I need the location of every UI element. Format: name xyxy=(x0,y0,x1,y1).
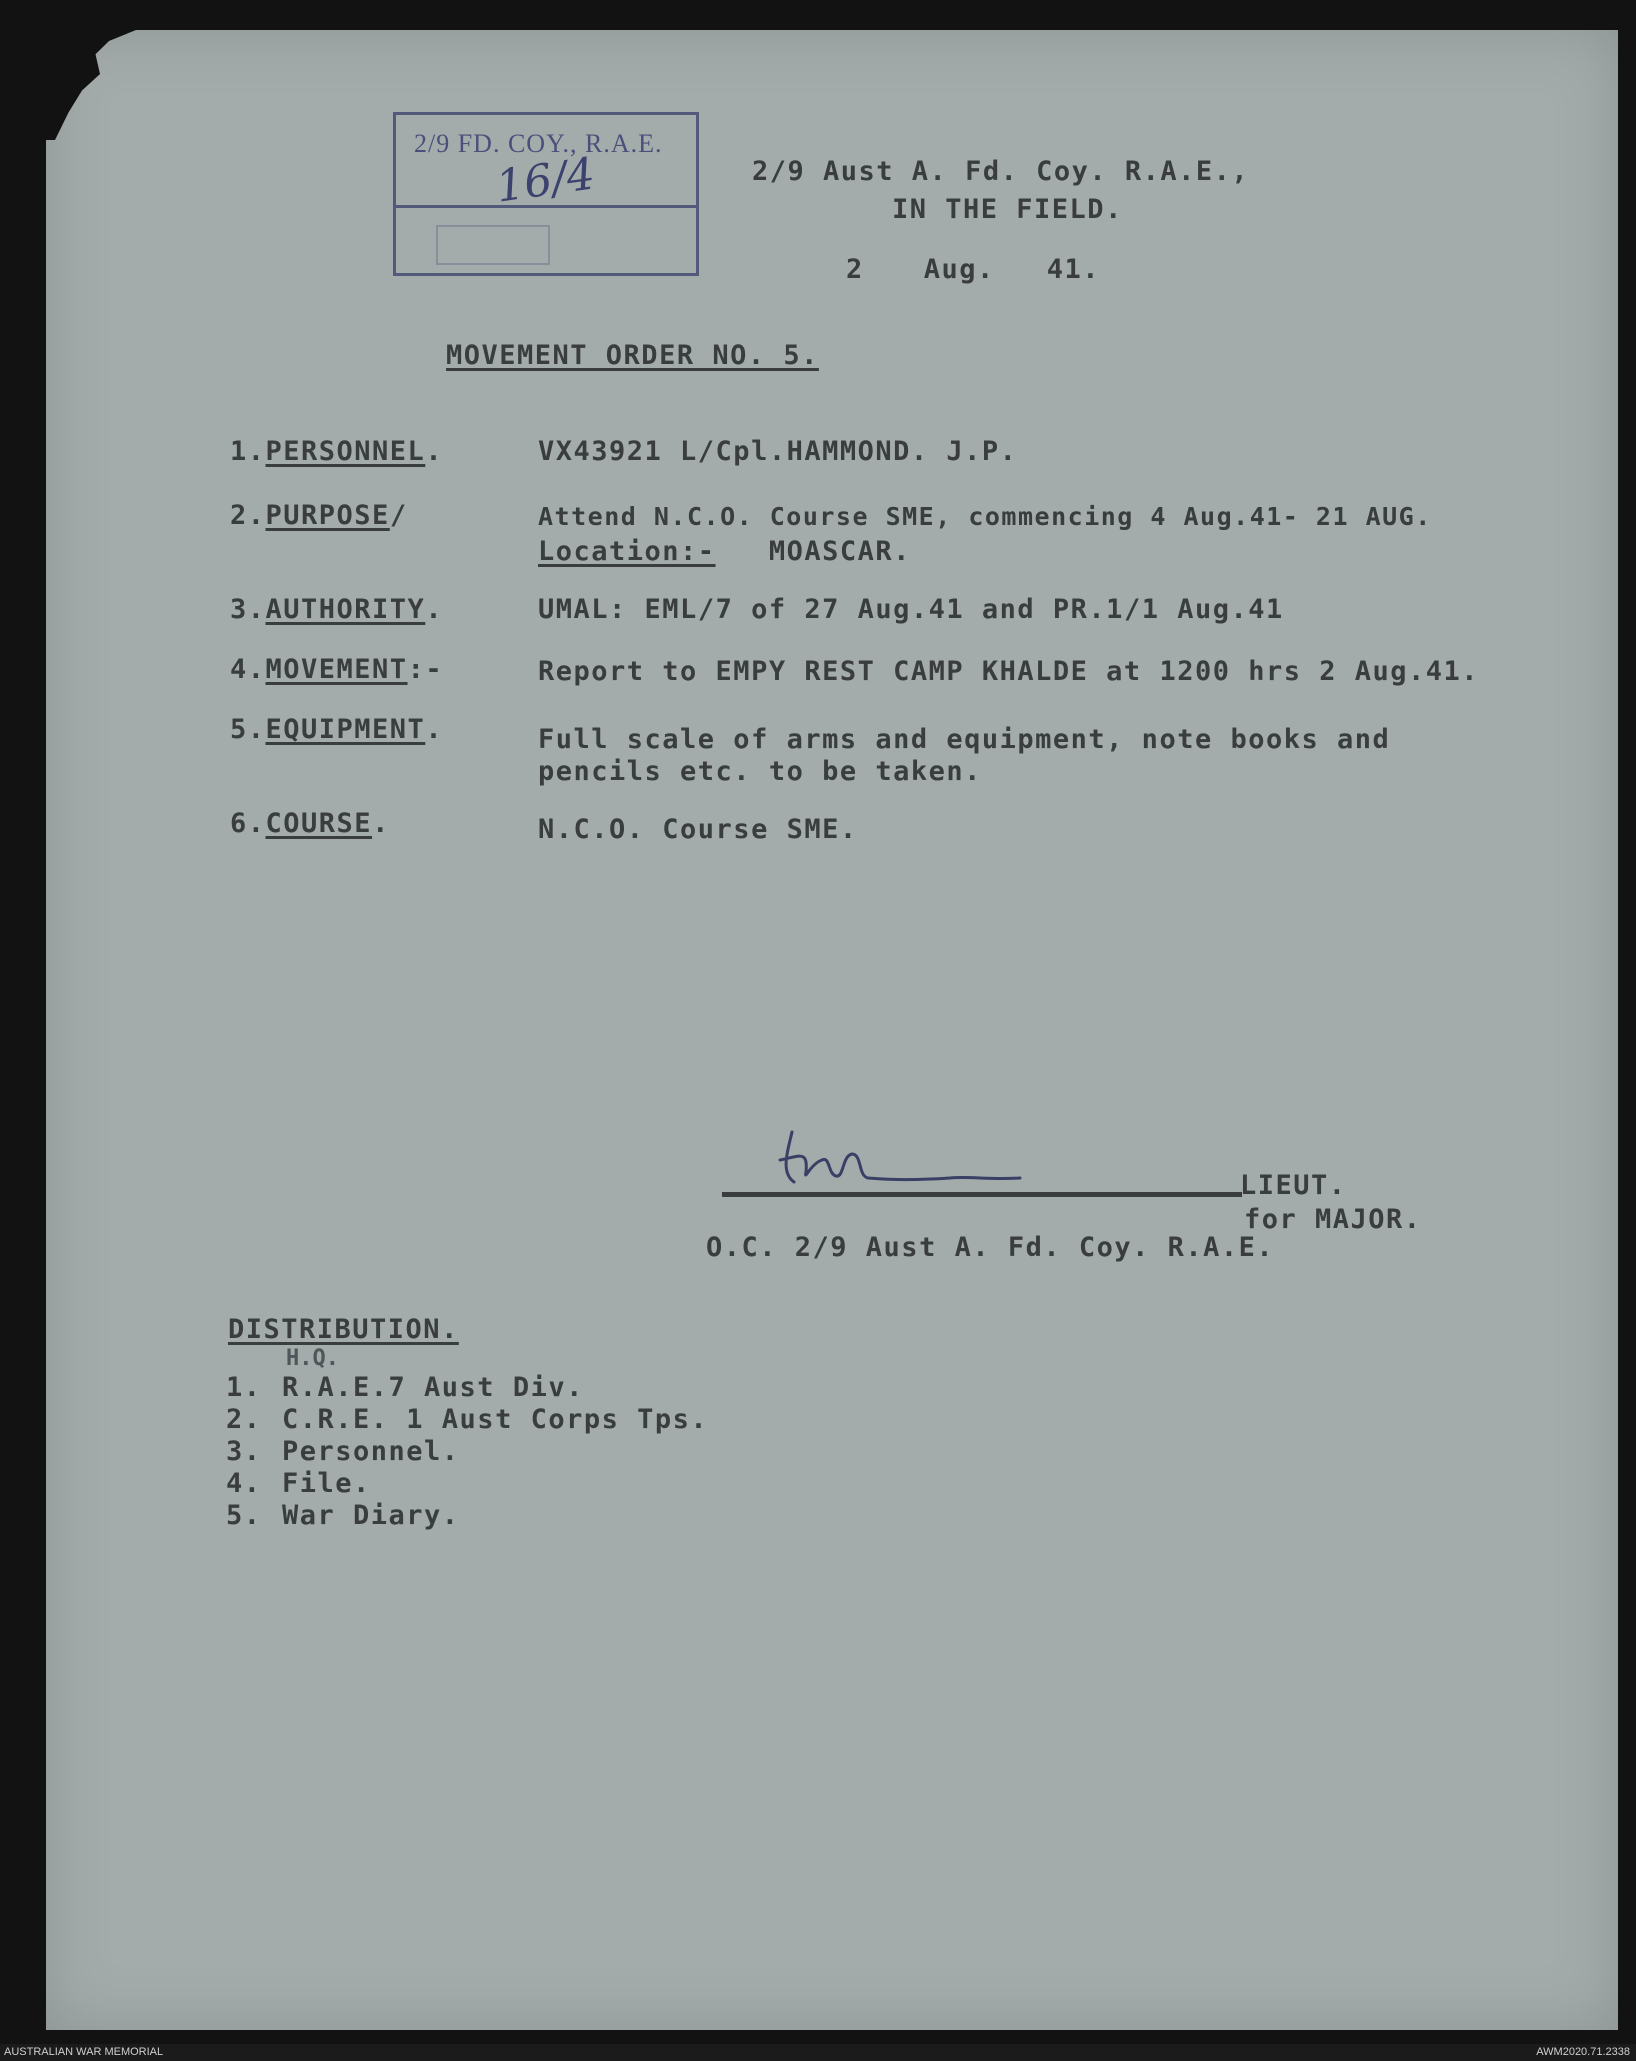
item-5-value: Full scale of arms and equipment, note books and xyxy=(538,724,1391,755)
item-label: PERSONNEL xyxy=(265,436,426,467)
distribution-row xyxy=(226,1404,708,1435)
handwritten-signature xyxy=(770,1120,1070,1200)
item-5-heading xyxy=(230,714,443,745)
item-label: EQUIPMENT xyxy=(265,714,426,745)
signature-rank: LIEUT. xyxy=(1240,1170,1347,1201)
distribution-text: File. xyxy=(282,1468,371,1499)
item-label: MOVEMENT xyxy=(265,654,408,685)
order-title: MOVEMENT ORDER NO. 5. xyxy=(446,340,819,371)
item-3-value xyxy=(538,594,1284,625)
date-year: 41. xyxy=(1046,254,1101,285)
distribution-row xyxy=(226,1436,460,1467)
item-5-value-line2: pencils etc. to be taken. xyxy=(538,756,982,787)
item-number: 4. xyxy=(230,654,266,685)
distribution-num: 1. xyxy=(226,1372,262,1403)
item-2-location-line xyxy=(538,536,911,567)
item-separator: . xyxy=(425,436,444,467)
stamp-lower-mark xyxy=(436,225,550,265)
distribution-text: R.A.E.7 Aust Div. xyxy=(282,1372,584,1403)
item-3-heading xyxy=(230,594,443,625)
item-separator: . xyxy=(372,808,390,839)
distribution-row xyxy=(226,1372,584,1403)
stamp-divider xyxy=(396,205,696,208)
item-4-value: Report to EMPY REST CAMP KHALDE at 1200 hrs 2 Aug.41. xyxy=(538,656,1480,687)
signature-for: for MAJOR. xyxy=(1244,1204,1422,1235)
item-label: AUTHORITY xyxy=(265,594,426,625)
distribution-sub: H.Q. xyxy=(286,1346,339,1371)
item-separator: / xyxy=(389,500,408,531)
item-6-value: N.C.O. Course SME. xyxy=(538,814,858,845)
date-month: Aug. xyxy=(923,254,995,285)
location-value: MOASCAR. xyxy=(768,536,911,567)
item-number: 2. xyxy=(230,500,266,531)
distribution-text: War Diary. xyxy=(282,1500,460,1531)
item-separator: :- xyxy=(407,654,444,685)
item-4-heading xyxy=(230,654,443,685)
item-separator: . xyxy=(425,714,444,745)
item-2-heading xyxy=(230,500,408,531)
item-label: COURSE xyxy=(265,808,373,839)
header-unit: 2/9 Aust A. Fd. Coy. R.A.E., xyxy=(752,156,1250,187)
footer-accession-number: AWM2020.71.2338 xyxy=(1536,2046,1630,2058)
signature-line xyxy=(722,1192,1242,1197)
registry-stamp xyxy=(393,112,699,276)
footer-archive-name: AUSTRALIAN WAR MEMORIAL xyxy=(4,2046,164,2058)
item-number: 6. xyxy=(230,808,266,839)
item-1-value: VX43921 L/Cpl.HAMMOND. J.P. xyxy=(538,436,1018,467)
distribution-text: C.R.E. 1 Aust Corps Tps. xyxy=(282,1404,709,1435)
distribution-num: 2. xyxy=(226,1404,262,1435)
date-day: 2 xyxy=(846,254,864,285)
item-1-heading xyxy=(230,436,443,467)
signature-unit: O.C. 2/9 Aust A. Fd. Coy. R.A.E. xyxy=(706,1232,1275,1263)
header-date xyxy=(846,254,1100,285)
stamp-unit-text: 2/9 FD. COY., R.A.E. xyxy=(414,129,663,158)
item-number: 5. xyxy=(230,714,266,745)
authority-ref-b: EML/7 of 27 Aug.41 and PR.1/1 Aug.41 xyxy=(644,594,1284,625)
distribution-text: Personnel. xyxy=(282,1436,460,1467)
header-location: IN THE FIELD. xyxy=(892,194,1123,225)
location-label: Location:- xyxy=(538,536,716,567)
distribution-num: 5. xyxy=(226,1500,262,1531)
distribution-title: DISTRIBUTION. xyxy=(228,1314,459,1345)
distribution-row xyxy=(226,1500,460,1531)
distribution-num: 4. xyxy=(226,1468,262,1499)
item-2-value: Attend N.C.O. Course SME, commencing 4 Aug.41- 21 AUG. xyxy=(538,502,1432,531)
authority-ref-a: UMAL: xyxy=(538,594,627,625)
item-number: 3. xyxy=(230,594,266,625)
stamp-handwritten-number: 16/4 xyxy=(492,148,598,213)
distribution-num: 3. xyxy=(226,1436,262,1467)
item-6-heading xyxy=(230,808,390,839)
item-separator: . xyxy=(425,594,444,625)
item-label: PURPOSE xyxy=(265,500,390,531)
distribution-row xyxy=(226,1468,371,1499)
item-number: 1. xyxy=(230,436,266,467)
document-page xyxy=(46,30,1618,2030)
